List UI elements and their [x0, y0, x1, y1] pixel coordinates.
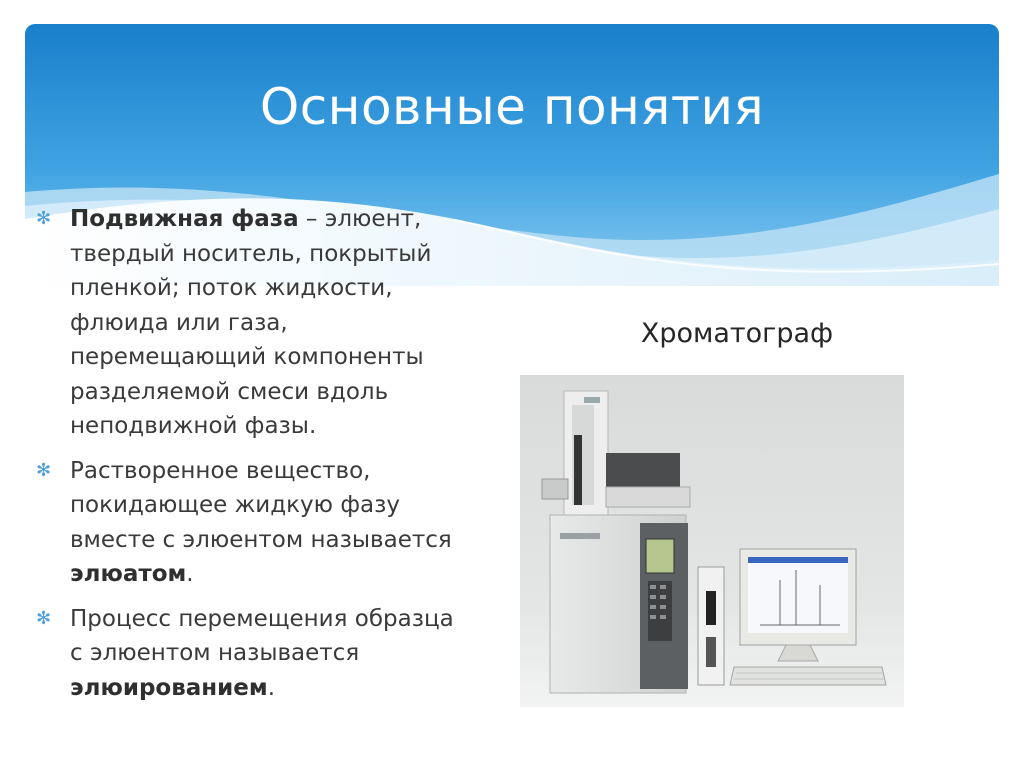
- bullet-list: [36, 202, 456, 715]
- asterisk-bullet-icon: ✻: [36, 459, 52, 481]
- bullet-item: [36, 202, 456, 444]
- bullet-text: Процесс перемещения образца с элюентом называется: [70, 605, 454, 666]
- bullet-item: [36, 602, 456, 706]
- asterisk-bullet-icon: ✻: [36, 607, 52, 629]
- asterisk-bullet-icon: ✻: [36, 208, 52, 229]
- bullet-bold-term: элюатом: [70, 561, 187, 587]
- chromatograph-photo: [520, 375, 904, 707]
- bullet-text: Растворенное вещество, покидающее жидкую фазу вместе с элюентом называется: [70, 457, 452, 553]
- bullet-bold-term: Подвижная фаза: [70, 206, 299, 232]
- slide-title: Основные понятия: [259, 78, 765, 136]
- bullet-item: [36, 454, 456, 592]
- image-caption: Хроматограф: [640, 318, 834, 349]
- bullet-punct: .: [267, 674, 276, 701]
- bullet-text: – элюент, твердый носитель, покрытый пленкой; поток жидкости, флюида или газа, перемещающий компоненты разделяемой смеси вдоль неподвижной фазы.: [70, 206, 432, 439]
- bullet-punct: .: [186, 561, 194, 587]
- bullet-bold-term: элюированием: [70, 674, 268, 701]
